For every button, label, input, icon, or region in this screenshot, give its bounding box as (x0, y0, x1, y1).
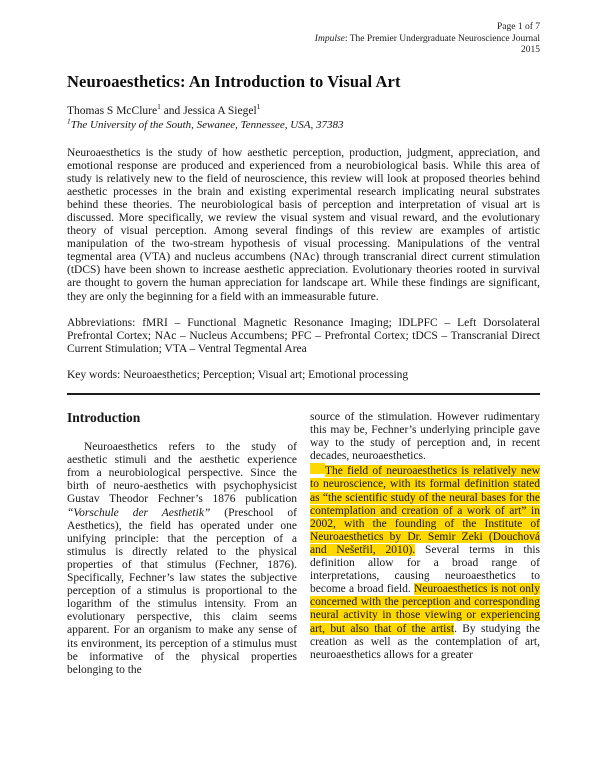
affiliation-line (67, 115, 540, 131)
authors-joiner: and (160, 104, 184, 117)
left-column (67, 411, 297, 677)
right-column (310, 411, 540, 677)
unhighlighted-middle-text: Several terms in this definition allow for a broad range of interpretations, causing neuroaesthetics to become a broad field. (310, 543, 541, 596)
paragraph-end-text: . By studying the creation as well as the contemplation of art, neuroaesthetics allows for a greater (310, 622, 541, 661)
right-column-paragraph-1: source of the stimulation. However rudimentary this may be, Fechner’s underlying principle gave way to the study of perception and, in recent decades, neuroaesthetics. (310, 411, 540, 463)
affiliation-superscript: 1 (67, 115, 71, 125)
highlighted-passage-1: The field of neuroaesthetics is relatively new to neuroscience, with its formal definition stated as “the scientific study of the neural bases for the contemplation and creation of a work of art” in 2002, with the founding of the Institute of Neuroaesthetics by Dr. Semir Zeki (Douchová and Nešetřil, 2010). (310, 465, 540, 556)
journal-name: Impulse (314, 33, 345, 44)
right-column-paragraph-2 (310, 463, 540, 661)
page-header (67, 22, 540, 57)
author-2-superscript: 1 (256, 101, 261, 111)
journal-subtitle: : The Premier Undergraduate Neuroscience Journal (344, 33, 540, 44)
highlight-indent-spacer (310, 463, 325, 474)
author-1-superscript: 1 (157, 101, 161, 111)
section-divider-rule (67, 393, 540, 395)
paper-title: Neuroaesthetics: An Introduction to Visual Art (67, 71, 401, 91)
introduction-paragraph (67, 441, 297, 677)
introduction-heading: Introduction (67, 410, 141, 425)
abbreviations-paragraph: Abbreviations: fMRI – Functional Magnetic Resonance Imaging; lDLPFC – Left Dorsolateral Prefrontal Cortex; NAc – Nucleus Accumbens; PFC – Prefrontal Cortex; tDCS – Transcranial Direct Current Stimulation; VTA – Ventral Tegmental Area (67, 316, 540, 355)
page-number: Page 1 of 7 (496, 22, 540, 32)
author-1: Thomas S McClure (67, 104, 158, 117)
publication-year: 2015 (521, 45, 540, 55)
affiliation-text: The University of the South, Sewanee, Tennessee, USA, 37383 (70, 118, 344, 131)
keywords-line: Key words: Neuroaesthetics; Perception; Visual art; Emotional processing (67, 368, 409, 381)
two-column-body (67, 411, 540, 677)
author-2: Jessica A Siegel (183, 104, 257, 117)
intro-text-segment-1: Neuroaesthetics refers to the study of aesthetic stimuli and the aesthetic experience from a neurobiological perspective. Since the birth of neuro-aesthetics with psychophysicist Gustav Theodor Fechner’s 1876 publication (67, 441, 297, 506)
intro-text-segment-2: (Preschool of Aesthetics), the field has operated under one unifying principle: that the perception of a stimulus is directly related to the physical properties of that stimulus (Fechner, 1876). Specifically, Fechner’s law states the subjective perception of a stimulus is proportional to the logarithm of the stimulus intensity. From an evolutionary perspective, this claim seems apparent. For an organism to make any sense of its environment, its perception of a stimulus must be informative of the physical properties belonging to the (67, 506, 297, 676)
abstract-paragraph: Neuroaesthetics is the study of how aesthetic perception, production, judgment, appreciation, and emotional response are produced and experienced from a neurobiological basis. While this area of study is relatively new to the field of neuroscience, this review will look at proposed theories behind aesthetic processes in the brain and existing experimental research implicating neural substrates behind these theories. The neurobiological basis of perception and interpretation of visual art is discussed. More specifically, we review the visual system and visual reward, and the evolutionary theory of visual perception. Among several findings of this review are examples of artistic manipulation of the two-stream hypothesis of visual processing. Manipulations of the ventral tegmental area (VTA) and nucleus accumbens (NAc) through transcranial direct current stimulation (tDCS) have been shown to increase aesthetic appreciation. Evolutionary theories rooted in survival are thought to govern the human appreciation for landscape art. While these findings are significant, they are only the beginning for a field with an immeasurable future. (67, 146, 540, 303)
journal-line (67, 34, 540, 46)
book-title-italic: “Vorschule der Aesthetik” (67, 506, 211, 519)
authors-line (67, 101, 540, 117)
highlighted-passage-2: Neuroaesthetics is not only concerned with the perception and corresponding neural activity in those viewing or experiencing art, but also that of the artist (310, 583, 540, 635)
